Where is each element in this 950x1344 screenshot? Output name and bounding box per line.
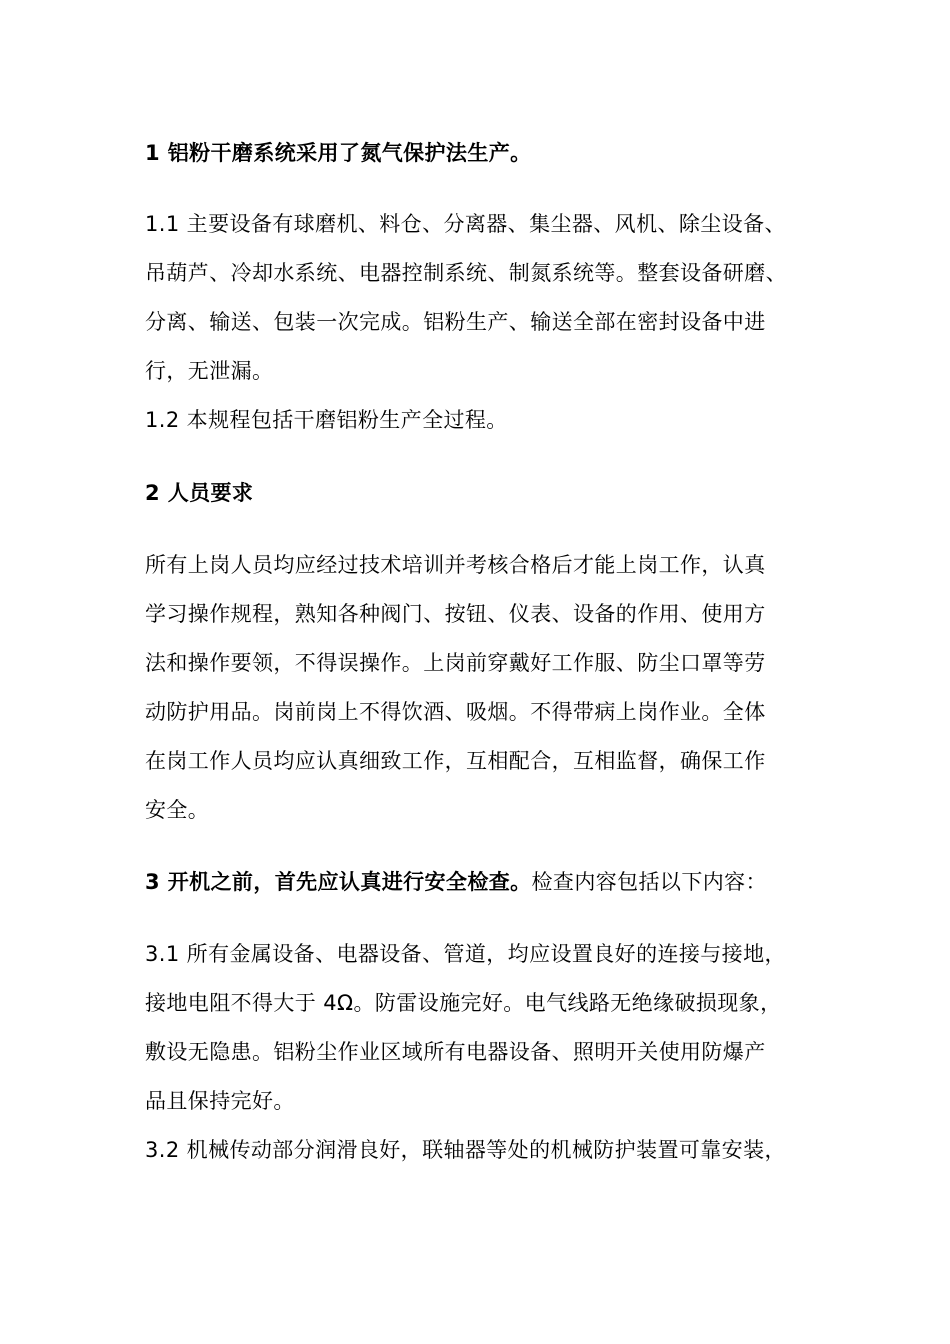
section-3-heading: [145, 868, 767, 896]
section-1-heading: 1 铝粉干磨系统采用了氮气保护法生产。: [145, 141, 532, 165]
paragraph-line: 敷设无隐患。铝粉尘作业区域所有电器设备、照明开关使用防爆产: [145, 1040, 766, 1064]
paragraph-line: 行，无泄漏。: [145, 359, 274, 383]
paragraph-3-2: 3.2 机械传动部分润滑良好，联轴器等处的机械防护装置可靠安装，: [145, 1138, 786, 1162]
paragraph-line: 3.1 所有金属设备、电器设备、管道，均应设置良好的连接与接地，: [145, 942, 786, 966]
paragraph-line: 分离、输送、包装一次完成。铝粉生产、输送全部在密封设备中进: [145, 310, 766, 334]
paragraph-line: 法和操作要领，不得误操作。上岗前穿戴好工作服、防尘口罩等劳: [145, 651, 766, 675]
paragraph-line: 学习操作规程，熟知各种阀门、按钮、仪表、设备的作用、使用方: [145, 602, 766, 626]
section-3-heading-bold: 3 开机之前，首先应认真进行安全检查。: [145, 870, 532, 894]
paragraph-line: 吊葫芦、冷却水系统、电器控制系统、制氮系统等。整套设备研磨、: [145, 261, 787, 285]
paragraph-line: 安全。: [145, 798, 210, 822]
section-2-heading: 2 人员要求: [145, 481, 254, 505]
paragraph-line: 动防护用品。岗前岗上不得饮酒、吸烟。不得带病上岗作业。全体: [145, 700, 766, 724]
section-3-heading-normal: 检查内容包括以下内容：: [531, 870, 767, 894]
paragraph-line: 所有上岗人员均应经过技术培训并考核合格后才能上岗工作，认真: [145, 553, 766, 577]
paragraph-line: 1.1 主要设备有球磨机、料仓、分离器、集尘器、风机、除尘设备、: [145, 212, 786, 236]
paragraph-line: 品且保持完好。: [145, 1089, 295, 1113]
paragraph-line: 在岗工作人员均应认真细致工作，互相配合，互相监督，确保工作: [145, 749, 766, 773]
paragraph-1-2: 1.2 本规程包括干磨铝粉生产全过程。: [145, 408, 508, 432]
paragraph-line: 接地电阻不得大于 4Ω。防雷设施完好。电气线路无绝缘破损现象，: [145, 991, 782, 1015]
